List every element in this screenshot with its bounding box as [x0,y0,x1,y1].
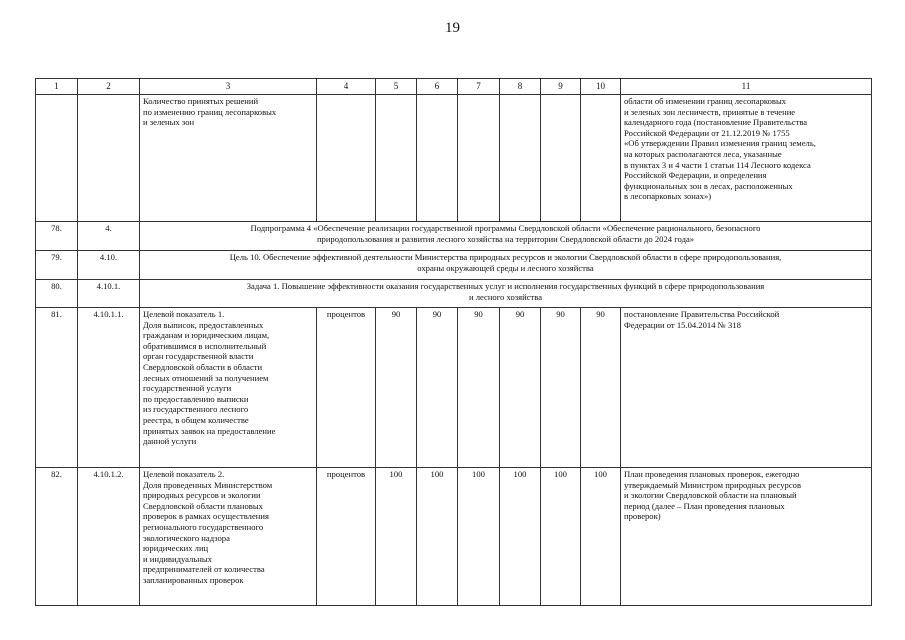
indicator-name-cell [140,95,317,222]
indicator-name-cell [140,308,317,468]
header-cell: 10 [581,79,621,95]
value-cell: 90 [581,308,621,468]
text-line: в пунктах 3 и 4 части 1 статьи 114 Лесного кодекса [624,159,811,170]
text-line: на которых располагаются леса, указанные [624,148,782,159]
table-row-80 [36,280,872,308]
text-line: Цель 10. Обеспечение эффективной деятельности Министерства природных ресурсов и экологии Свердловской области в сфере природопользования, [229,252,782,262]
value-cell: 100 [500,468,541,606]
num-cell [36,95,78,222]
code-cell: 4.10.1.1. [78,308,140,468]
value-cell: 100 [417,468,458,606]
unit-cell: процентов [317,468,376,606]
value-cell [581,95,621,222]
value-cell [417,95,458,222]
table-row-78 [36,222,872,251]
text-line: юридических лиц [143,543,209,554]
text-line: из государственного лесного [143,404,249,415]
text-line: Целевой показатель 1. [143,309,225,319]
header-cell: 3 [140,79,317,95]
value-cell: 100 [458,468,500,606]
indicators-table [35,78,872,606]
text-line: по предоставлению выписки [143,393,249,404]
header-cell: 8 [500,79,541,95]
header-cell: 6 [417,79,458,95]
header-cell: 4 [317,79,376,95]
value-cell: 90 [541,308,581,468]
text-line: Доля проведенных Министерством [143,479,273,490]
code-cell: 4.10.1.2. [78,468,140,606]
code-cell [78,95,140,222]
indicator-name-cell [140,468,317,606]
text-line: Федерации от 15.04.2014 № 318 [624,319,741,330]
text-line: Российской Федерации от 21.12.2019 № 1755 [624,127,790,138]
num-cell: 80. [36,280,78,308]
text-line: реестра, в общем количестве [143,414,249,425]
table-row-continuation [36,95,872,222]
code-cell: 4.10.1. [78,280,140,308]
text-line: Целевой показатель 2. [143,469,225,479]
value-cell: 90 [500,308,541,468]
header-cell: 2 [78,79,140,95]
text-line: Количество принятых решений [143,96,259,106]
text-line: и зеленых зон лесничеств, принятые в течение [624,106,796,117]
value-cell: 100 [376,468,417,606]
goal-cell [140,251,872,280]
value-cell [500,95,541,222]
num-cell: 81. [36,308,78,468]
table-header-row [36,79,872,95]
text-line: Свердловской области плановых [143,500,263,511]
text-line: запланированных проверок [143,574,244,585]
text-line: области об изменении границ лесопарковых [624,96,787,106]
text-line: Задача 1. Повышение эффективности оказания государственных услуг и исполнения государственных функций в сфере природопользования [246,281,765,291]
text-line: по изменению границ лесопарковых [143,106,277,117]
code-cell: 4. [78,222,140,251]
value-cell [458,95,500,222]
text-line: и лесного хозяйства [468,291,543,302]
text-line: Российской Федерации, и определения [624,170,767,181]
text-line: План проведения плановых проверок, ежегодно [624,469,800,479]
text-line: и зеленых зон [143,117,195,128]
text-line: обратившимся в исполнительный [143,340,267,351]
text-line: предпринимателей от количества [143,564,265,575]
text-line: государственной услуги [143,383,232,394]
text-line: в лесопарковых зонах») [624,191,712,202]
table-row-82 [36,468,872,606]
value-cell: 90 [458,308,500,468]
text-line: природопользования и развития лесного хозяйства на территории Свердловской области до 2024 года» [316,233,695,244]
text-line: и индивидуальных [143,553,212,564]
text-line: Доля выписок, предоставленных [143,319,264,330]
subprogram-cell [140,222,872,251]
unit-cell: процентов [317,308,376,468]
text-line: экологического надзора [143,532,230,543]
text-line: утверждаемый Министром природных ресурсов [624,479,802,490]
table-row-81 [36,308,872,468]
value-cell [541,95,581,222]
num-cell: 78. [36,222,78,251]
text-line: «Об утверждении Правил изменения границ земель, [624,138,816,149]
text-line: проверок) [624,511,661,522]
header-cell: 1 [36,79,78,95]
task-cell [140,280,872,308]
code-cell: 4.10. [78,251,140,280]
text-line: гражданам и юридическим лицам, [143,330,270,341]
page-number: 19 [445,20,460,36]
text-line: природных ресурсов и экологии [143,490,261,501]
source-cell [621,95,872,222]
text-line: Подпрограмма 4 «Обеспечение реализации государственной программы Свердловской области «Обеспечение рационального, безопасного [250,223,761,233]
header-cell: 5 [376,79,417,95]
unit-cell [317,95,376,222]
header-cell: 11 [621,79,872,95]
text-line: период (далее – План проведения плановых [624,500,785,511]
value-cell: 100 [541,468,581,606]
text-line: функциональных зон в лесах, расположенных [624,180,793,191]
value-cell: 90 [376,308,417,468]
header-cell: 7 [458,79,500,95]
table-row-79 [36,251,872,280]
header-cell: 9 [541,79,581,95]
value-cell [376,95,417,222]
text-line: охраны окружающей среды и лесного хозяйства [417,262,594,273]
text-line: данной услуги [143,436,197,447]
source-cell [621,308,872,468]
text-line: орган государственной власти [143,351,254,362]
text-line: постановление Правительства Российской [624,309,780,319]
text-line: и экологии Свердловской области на плановый [624,490,797,501]
text-line: регионального государственного [143,521,264,532]
text-line: календарного года (постановление Правительства [624,117,808,128]
text-line: лесных отношений за получением [143,372,269,383]
text-line: проверок в рамках осуществления [143,511,269,522]
source-cell [621,468,872,606]
num-cell: 82. [36,468,78,606]
text-line: принятых заявок на предоставление [143,425,276,436]
num-cell: 79. [36,251,78,280]
value-cell: 100 [581,468,621,606]
text-line: Свердловской области в области [143,361,263,372]
value-cell: 90 [417,308,458,468]
